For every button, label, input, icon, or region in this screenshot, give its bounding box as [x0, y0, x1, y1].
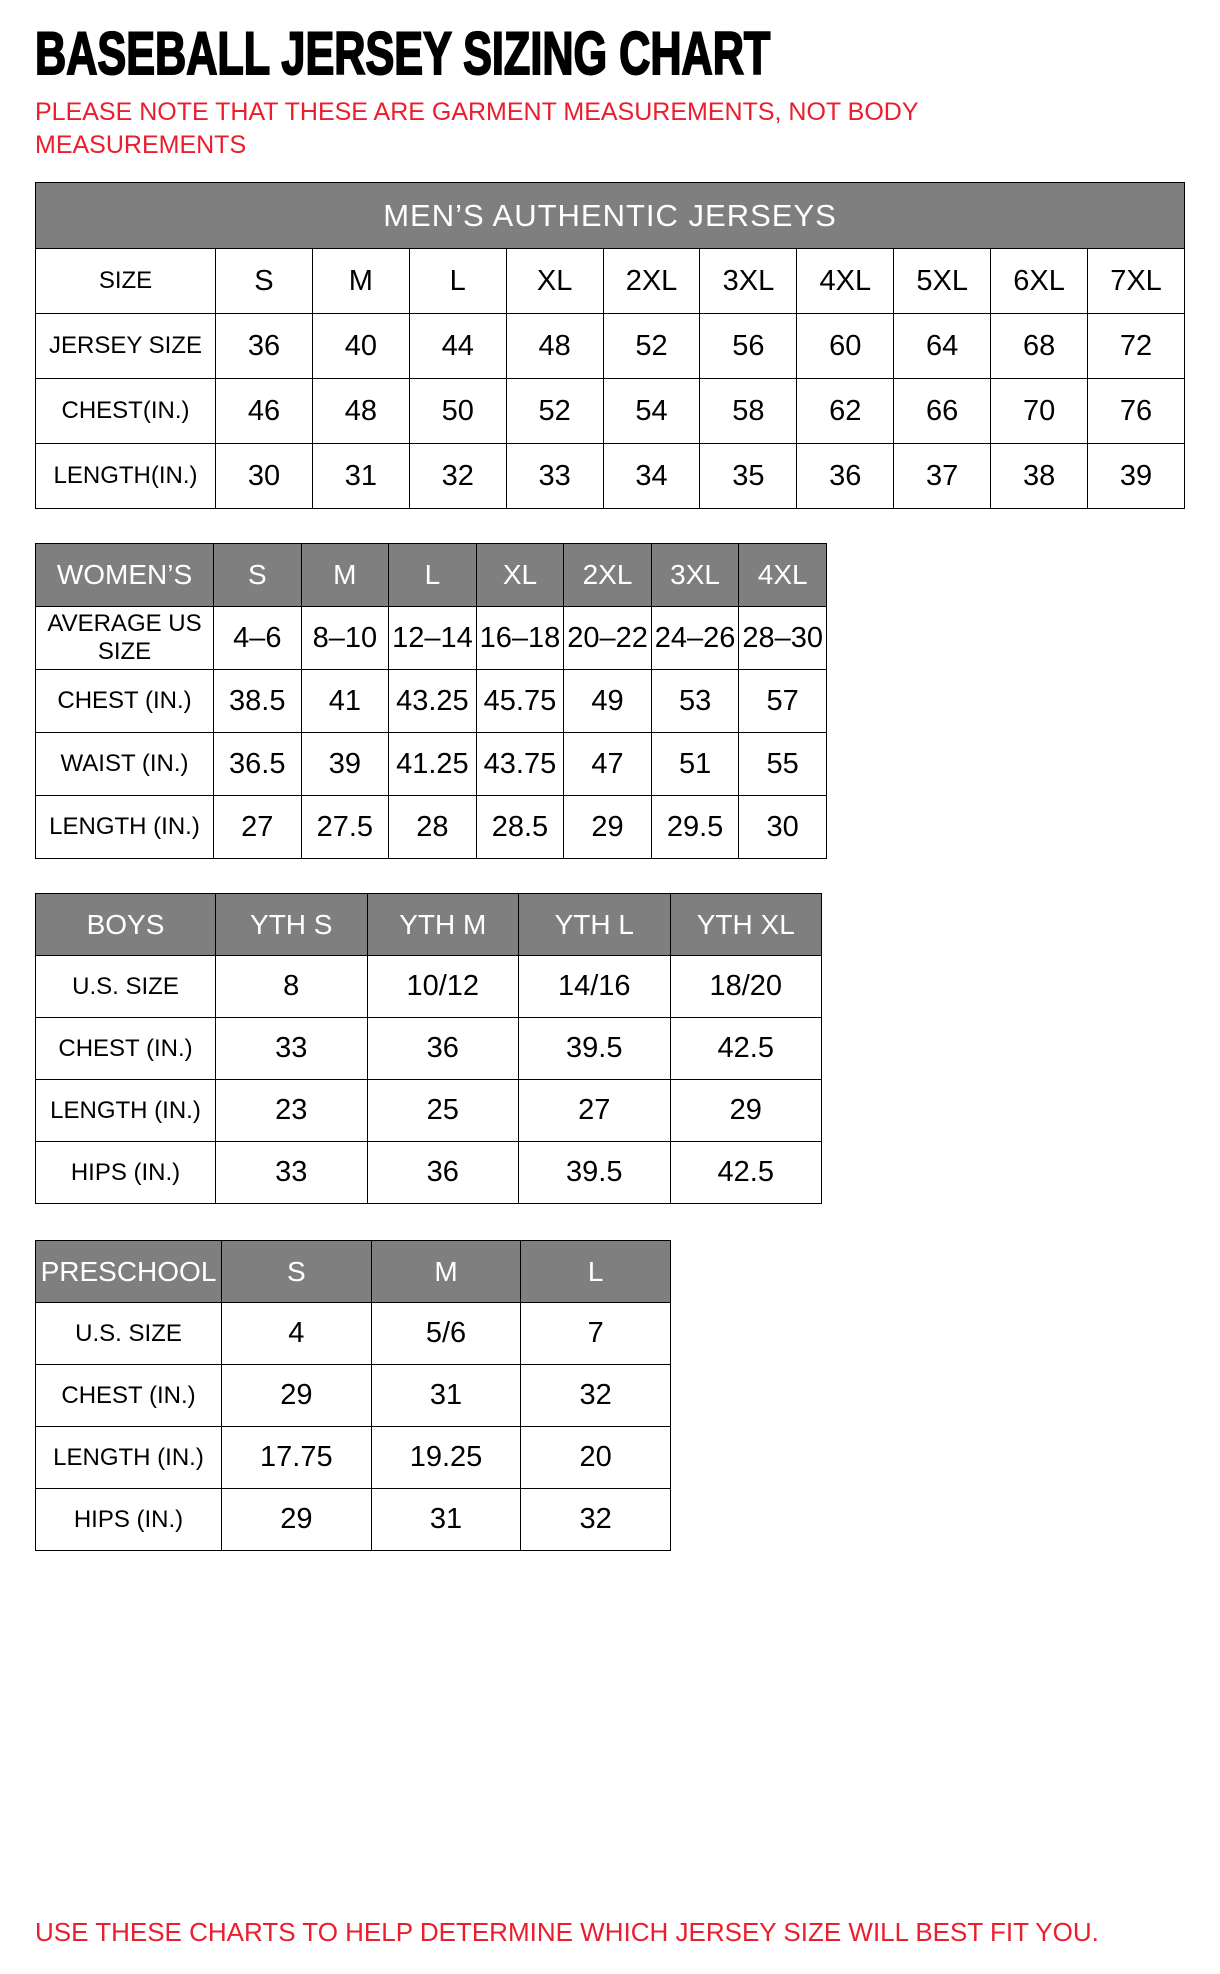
row-label: U.S. SIZE: [36, 956, 216, 1018]
column-header: L: [389, 544, 477, 607]
value-cell: 19.25: [371, 1427, 521, 1489]
womens-table-title: WOMEN’S: [36, 544, 214, 607]
row-label: AVERAGE US SIZE: [36, 607, 214, 670]
value-cell: 7: [521, 1303, 671, 1365]
value-cell: 32: [409, 444, 506, 509]
value-cell: 36: [797, 444, 894, 509]
size-cell: 3XL: [700, 249, 797, 314]
value-cell: 52: [603, 314, 700, 379]
value-cell: 39: [301, 733, 389, 796]
column-header: YTH L: [519, 894, 671, 956]
value-cell: 36.5: [214, 733, 302, 796]
value-cell: 44: [409, 314, 506, 379]
value-cell: 31: [312, 444, 409, 509]
preschool-jerseys-table: [35, 1240, 671, 1551]
value-cell: 48: [506, 314, 603, 379]
value-cell: 16–18: [476, 607, 564, 670]
table-row: [36, 379, 1185, 444]
value-cell: 55: [739, 733, 827, 796]
value-cell: 47: [564, 733, 652, 796]
value-cell: 23: [216, 1080, 368, 1142]
table-row: [36, 444, 1185, 509]
value-cell: 39.5: [519, 1018, 671, 1080]
column-header: XL: [476, 544, 564, 607]
value-cell: 29: [564, 796, 652, 859]
value-cell: 41.25: [389, 733, 477, 796]
value-cell: 33: [216, 1018, 368, 1080]
table-row: [36, 1018, 822, 1080]
value-cell: 35: [700, 444, 797, 509]
value-cell: 34: [603, 444, 700, 509]
column-header: L: [521, 1241, 671, 1303]
womens-jerseys-table: [35, 543, 827, 859]
value-cell: 68: [991, 314, 1088, 379]
column-header: M: [301, 544, 389, 607]
mens-jerseys-table: [35, 182, 1185, 509]
value-cell: 40: [312, 314, 409, 379]
column-header: YTH XL: [670, 894, 822, 956]
value-cell: 36: [367, 1018, 519, 1080]
table-row: [36, 249, 1185, 314]
column-header: 3XL: [651, 544, 739, 607]
value-cell: 45.75: [476, 670, 564, 733]
value-cell: 39.5: [519, 1142, 671, 1204]
value-cell: 10/12: [367, 956, 519, 1018]
value-cell: 42.5: [670, 1142, 822, 1204]
value-cell: 17.75: [222, 1427, 372, 1489]
value-cell: 38.5: [214, 670, 302, 733]
value-cell: 42.5: [670, 1018, 822, 1080]
value-cell: 43.75: [476, 733, 564, 796]
table-row: [36, 1080, 822, 1142]
value-cell: 28–30: [739, 607, 827, 670]
column-header: 2XL: [564, 544, 652, 607]
table-row: [36, 1142, 822, 1204]
value-cell: 4–6: [214, 607, 302, 670]
value-cell: 36: [216, 314, 313, 379]
value-cell: 18/20: [670, 956, 822, 1018]
value-cell: 49: [564, 670, 652, 733]
row-label: U.S. SIZE: [36, 1303, 222, 1365]
table-header-row: [36, 544, 827, 607]
value-cell: 5/6: [371, 1303, 521, 1365]
value-cell: 29.5: [651, 796, 739, 859]
table-row: [36, 796, 827, 859]
value-cell: 4: [222, 1303, 372, 1365]
value-cell: 14/16: [519, 956, 671, 1018]
row-label: CHEST (IN.): [36, 1365, 222, 1427]
value-cell: 39: [1088, 444, 1185, 509]
value-cell: 20: [521, 1427, 671, 1489]
value-cell: 25: [367, 1080, 519, 1142]
value-cell: 31: [371, 1489, 521, 1551]
value-cell: 50: [409, 379, 506, 444]
column-header: YTH S: [216, 894, 368, 956]
value-cell: 30: [739, 796, 827, 859]
table-header-row: [36, 1241, 671, 1303]
value-cell: 8–10: [301, 607, 389, 670]
value-cell: 57: [739, 670, 827, 733]
value-cell: 29: [222, 1489, 372, 1551]
row-label: LENGTH(IN.): [36, 444, 216, 509]
value-cell: 31: [371, 1365, 521, 1427]
column-header: 4XL: [739, 544, 827, 607]
value-cell: 62: [797, 379, 894, 444]
column-header: S: [214, 544, 302, 607]
size-cell: XL: [506, 249, 603, 314]
value-cell: 41: [301, 670, 389, 733]
value-cell: 56: [700, 314, 797, 379]
boys-jerseys-table: [35, 893, 822, 1204]
row-label: LENGTH (IN.): [36, 796, 214, 859]
fit-advice-footer: USE THESE CHARTS TO HELP DETERMINE WHICH JERSEY SIZE WILL BEST FIT YOU.: [35, 1917, 1099, 1947]
table-title-row: [36, 183, 1185, 249]
value-cell: 8: [216, 956, 368, 1018]
size-cell: 6XL: [991, 249, 1088, 314]
value-cell: 28: [389, 796, 477, 859]
value-cell: 58: [700, 379, 797, 444]
table-row: [36, 670, 827, 733]
value-cell: 27.5: [301, 796, 389, 859]
table-header-row: [36, 894, 822, 956]
value-cell: 64: [894, 314, 991, 379]
value-cell: 52: [506, 379, 603, 444]
size-cell: M: [312, 249, 409, 314]
table-row: [36, 1427, 671, 1489]
table-row: [36, 956, 822, 1018]
value-cell: 29: [670, 1080, 822, 1142]
row-label: HIPS (IN.): [36, 1142, 216, 1204]
value-cell: 43.25: [389, 670, 477, 733]
value-cell: 24–26: [651, 607, 739, 670]
row-label: WAIST (IN.): [36, 733, 214, 796]
garment-measurement-note: PLEASE NOTE THAT THESE ARE GARMENT MEASUREMENTS, NOT BODY MEASUREMENTS: [35, 98, 919, 159]
table-row: [36, 607, 827, 670]
value-cell: 30: [216, 444, 313, 509]
size-cell: 2XL: [603, 249, 700, 314]
table-row: [36, 314, 1185, 379]
table-row: [36, 1303, 671, 1365]
value-cell: 12–14: [389, 607, 477, 670]
value-cell: 66: [894, 379, 991, 444]
page-title: BASEBALL JERSEY SIZING CHART: [35, 20, 771, 87]
value-cell: 32: [521, 1489, 671, 1551]
value-cell: 51: [651, 733, 739, 796]
value-cell: 72: [1088, 314, 1185, 379]
size-cell: L: [409, 249, 506, 314]
value-cell: 70: [991, 379, 1088, 444]
row-label: SIZE: [36, 249, 216, 314]
value-cell: 48: [312, 379, 409, 444]
value-cell: 38: [991, 444, 1088, 509]
size-cell: 7XL: [1088, 249, 1185, 314]
value-cell: 29: [222, 1365, 372, 1427]
table-row: [36, 733, 827, 796]
value-cell: 37: [894, 444, 991, 509]
value-cell: 32: [521, 1365, 671, 1427]
value-cell: 27: [519, 1080, 671, 1142]
value-cell: 54: [603, 379, 700, 444]
table-row: [36, 1489, 671, 1551]
row-label: LENGTH (IN.): [36, 1427, 222, 1489]
row-label: JERSEY SIZE: [36, 314, 216, 379]
column-header: M: [371, 1241, 521, 1303]
value-cell: 60: [797, 314, 894, 379]
table-row: [36, 1365, 671, 1427]
value-cell: 27: [214, 796, 302, 859]
row-label: CHEST (IN.): [36, 1018, 216, 1080]
row-label: CHEST (IN.): [36, 670, 214, 733]
value-cell: 20–22: [564, 607, 652, 670]
column-header: YTH M: [367, 894, 519, 956]
value-cell: 33: [216, 1142, 368, 1204]
size-cell: 4XL: [797, 249, 894, 314]
row-label: CHEST(IN.): [36, 379, 216, 444]
mens-table-title: MEN’S AUTHENTIC JERSEYS: [36, 183, 1185, 249]
value-cell: 36: [367, 1142, 519, 1204]
preschool-table-title: PRESCHOOL: [36, 1241, 222, 1303]
value-cell: 46: [216, 379, 313, 444]
row-label: HIPS (IN.): [36, 1489, 222, 1551]
size-cell: S: [216, 249, 313, 314]
boys-table-title: BOYS: [36, 894, 216, 956]
size-cell: 5XL: [894, 249, 991, 314]
value-cell: 76: [1088, 379, 1185, 444]
column-header: S: [222, 1241, 372, 1303]
row-label: LENGTH (IN.): [36, 1080, 216, 1142]
value-cell: 53: [651, 670, 739, 733]
value-cell: 28.5: [476, 796, 564, 859]
value-cell: 33: [506, 444, 603, 509]
